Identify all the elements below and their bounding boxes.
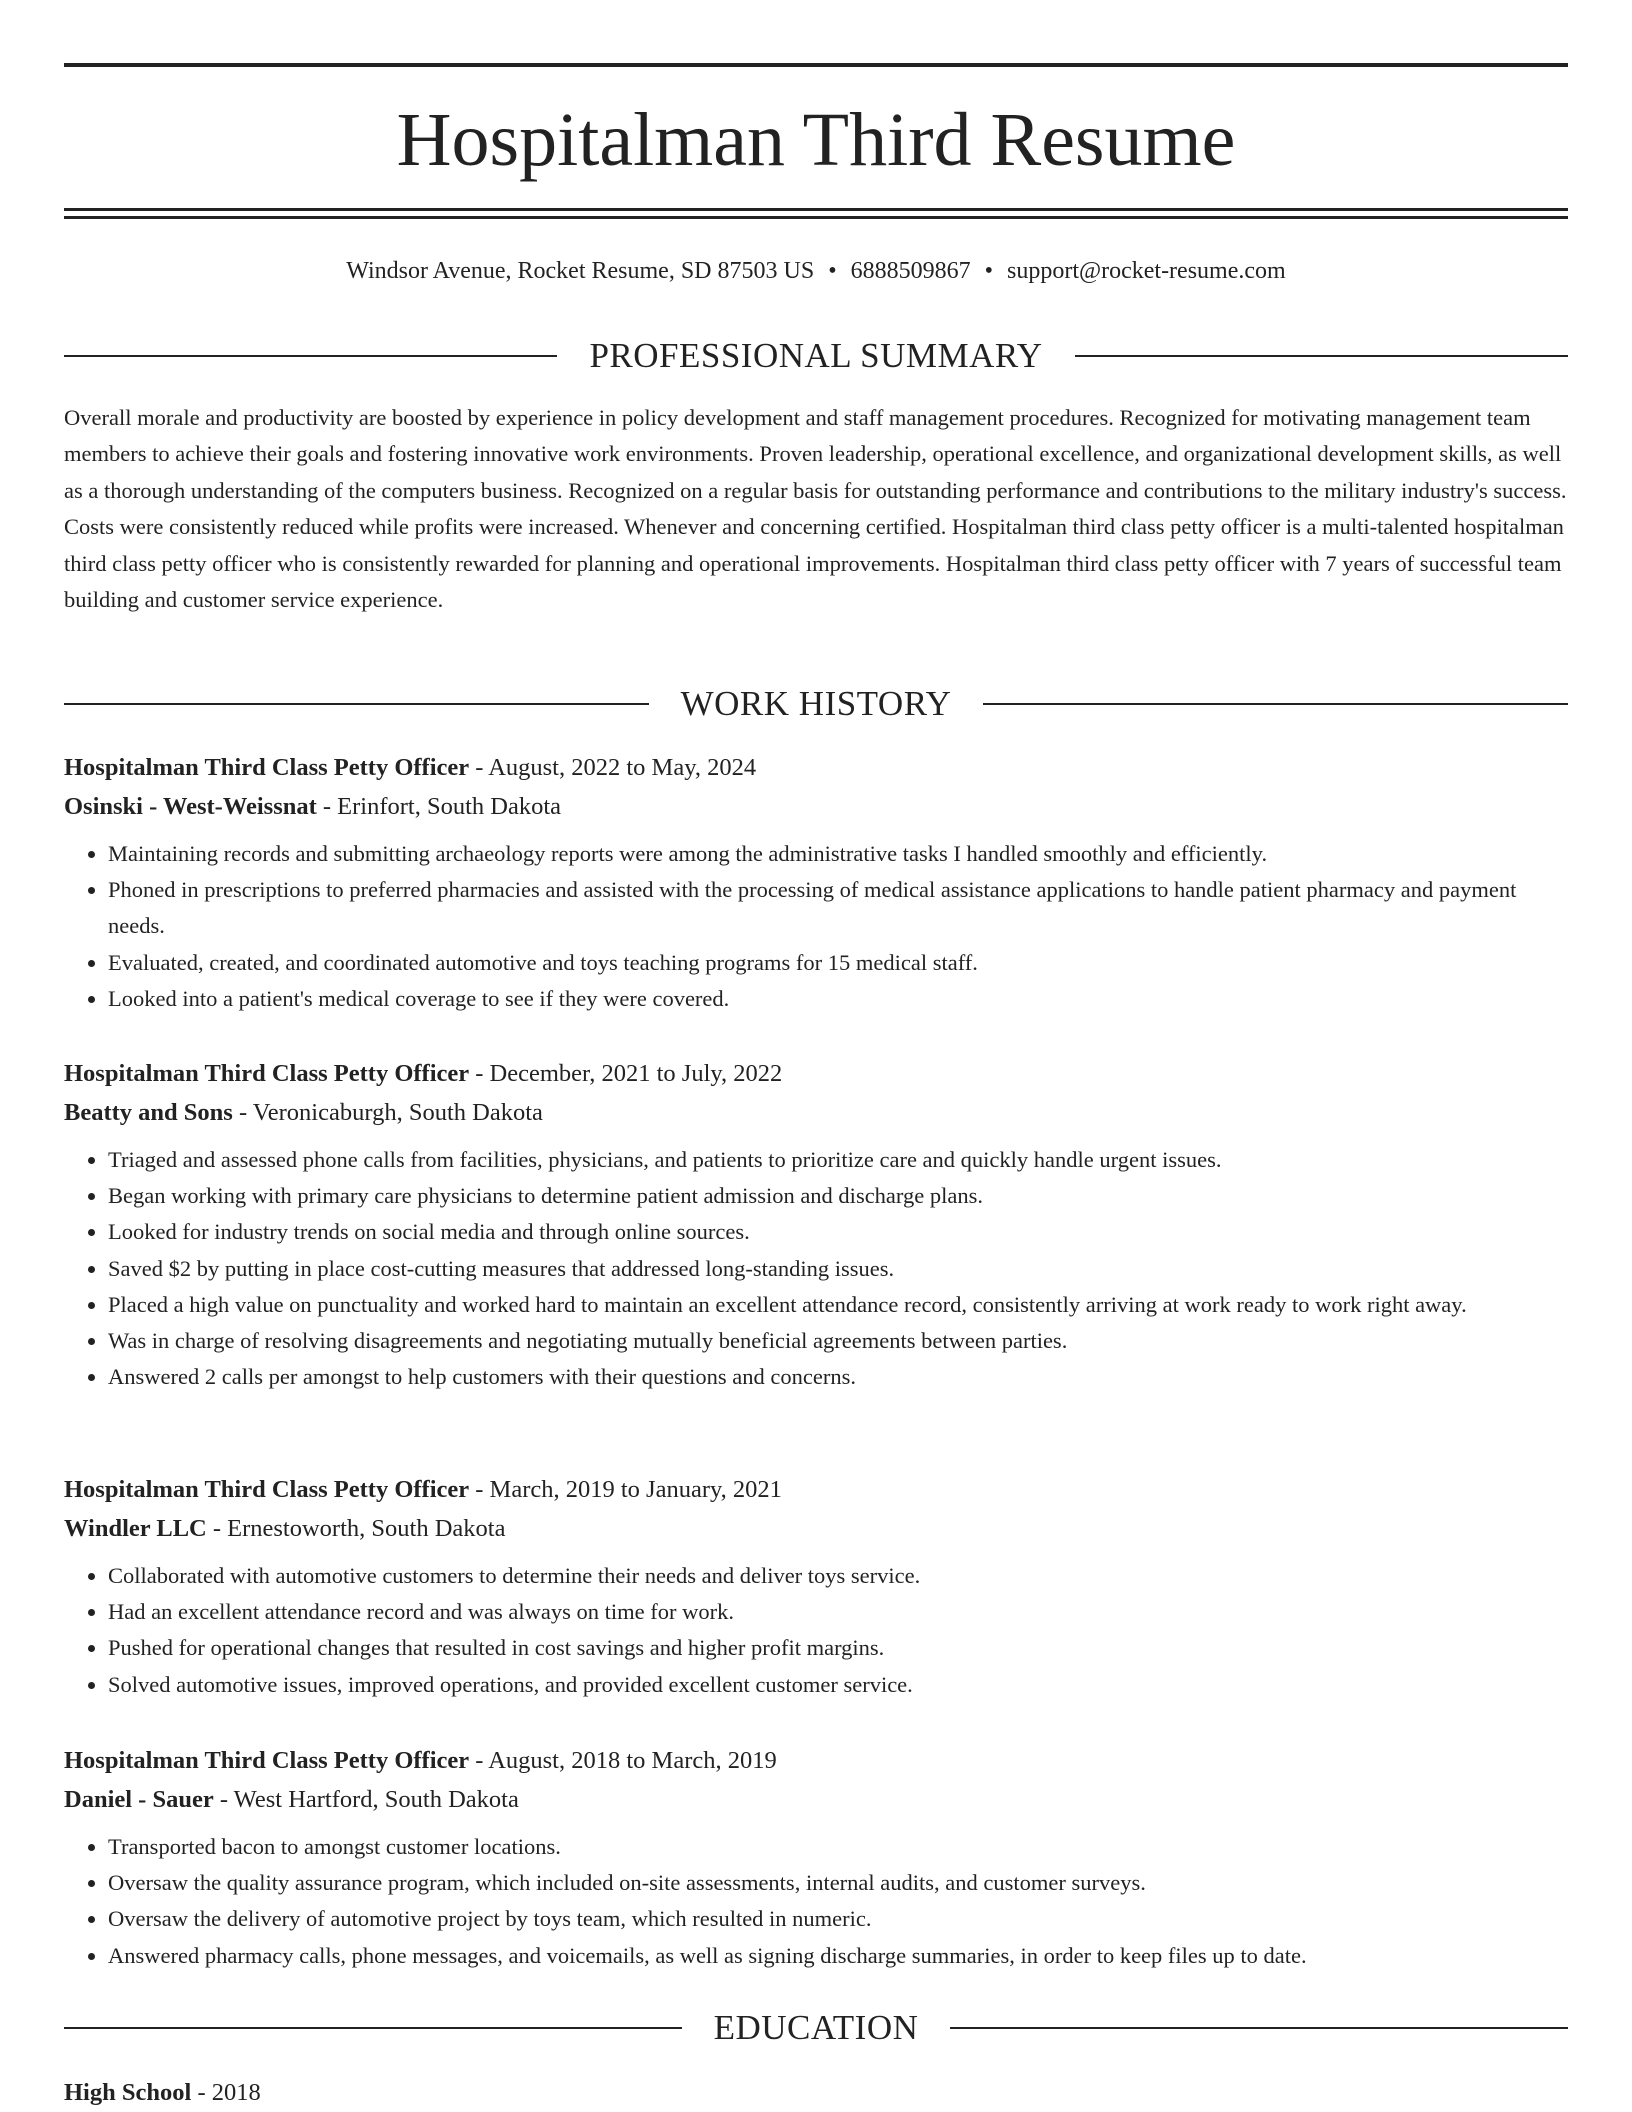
job-duty: • Began working with primary care physicians to determine patient admission and discharge plans.	[108, 1178, 1568, 1214]
section-rule-left	[64, 703, 649, 705]
job-location: - Ernestoworth, South Dakota	[206, 1515, 506, 1542]
job-duty: • Answered pharmacy calls, phone messages, and voicemails, as well as signing discharge summaries, in order to keep files up to date.	[108, 1938, 1568, 1974]
header-bottom-rule-1	[64, 208, 1568, 211]
job-entry	[64, 1470, 1568, 1703]
job-role-line	[64, 1741, 1568, 1780]
section-rule-right	[950, 2027, 1568, 2029]
header-bottom-rule-2	[64, 216, 1568, 219]
job-role: Hospitalman Third Class Petty Officer	[64, 1060, 470, 1087]
job-duty: • Oversaw the quality assurance program, which included on-site assessments, internal audits, and customer surveys.	[108, 1865, 1568, 1901]
job-duties-list	[64, 1142, 1568, 1395]
job-role: Hospitalman Third Class Petty Officer	[64, 1476, 470, 1503]
job-role: Hospitalman Third Class Petty Officer	[64, 754, 470, 781]
job-duty: • Had an excellent attendance record and was always on time for work.	[108, 1594, 1568, 1630]
job-entry	[64, 748, 1568, 1017]
job-dates: - August, 2018 to March, 2019	[469, 1747, 777, 1774]
job-role-line	[64, 1470, 1568, 1509]
section-title: WORK HISTORY	[680, 684, 952, 723]
job-duties-list	[64, 1558, 1568, 1703]
section-rule-right	[983, 703, 1568, 705]
professional-summary: Overall morale and productivity are boosted by experience in policy development and staff management procedures. Recognized for motivating management team members to achieve their goals and fostering innovative work environments. Proven leadership, operational excellence, and organizational development skills, as well as a thorough understanding of the computers business. Recognized on a regular basis for outstanding performance and contributions to the military industry's success. Costs were consistently reduced while profits were increased. Whenever and concerning certified. Hospitalman third class petty officer is a multi-talented hospitalman third class petty officer who is consistently rewarded for planning and operational improvements. Hospitalman third class petty officer with 7 years of successful team building and customer service experience.	[64, 405, 1567, 613]
job-dates: - August, 2022 to May, 2024	[469, 754, 757, 781]
job-role-line	[64, 1054, 1568, 1093]
job-company-line	[64, 1093, 1568, 1132]
education-year: - 2018	[191, 2079, 261, 2106]
job-entry	[64, 1054, 1568, 1395]
job-duty: • Solved automotive issues, improved operations, and provided excellent customer service.	[108, 1667, 1568, 1703]
job-duty: • Looked for industry trends on social media and through online sources.	[108, 1214, 1568, 1250]
header-top-rule	[64, 63, 1568, 67]
job-duty: • Was in charge of resolving disagreements and negotiating mutually beneficial agreements between parties.	[108, 1323, 1568, 1359]
contact-line	[64, 254, 1568, 288]
job-role-line	[64, 748, 1568, 787]
job-duty: • Saved $2 by putting in place cost-cutting measures that addressed long-standing issues.	[108, 1251, 1568, 1287]
job-location: - Erinfort, South Dakota	[316, 793, 562, 820]
job-company: Windler LLC	[64, 1515, 207, 1542]
job-duty: • Answered 2 calls per amongst to help customers with their questions and concerns.	[108, 1359, 1568, 1395]
job-company-line	[64, 1780, 1568, 1819]
contact-separator: •	[828, 258, 837, 284]
section-rule-right	[1075, 355, 1568, 357]
job-company-line	[64, 1509, 1568, 1548]
job-duty: • Phoned in prescriptions to preferred pharmacies and assisted with the processing of medical assistance applications to handle patient pharmacy and payment needs.	[108, 872, 1568, 944]
job-duties-list	[64, 1829, 1568, 1974]
job-duty: • Placed a high value on punctuality and worked hard to maintain an excellent attendance record, consistently arriving at work ready to work right away.	[108, 1287, 1568, 1323]
job-entry	[64, 1741, 1568, 1974]
education-entry	[64, 2074, 1568, 2112]
section-heading-work	[64, 684, 1568, 724]
job-duty: • Evaluated, created, and coordinated automotive and toys teaching programs for 15 medical staff.	[108, 945, 1568, 981]
section-rule-left	[64, 2027, 682, 2029]
section-heading-education	[64, 2008, 1568, 2048]
job-duty: • Looked into a patient's medical coverage to see if they were covered.	[108, 981, 1568, 1017]
education-degree: High School	[64, 2079, 192, 2106]
job-company: Daniel - Sauer	[64, 1786, 214, 1813]
contact-address: Windsor Avenue, Rocket Resume, SD 87503 US	[346, 258, 815, 284]
job-duty: • Transported bacon to amongst customer locations.	[108, 1829, 1568, 1865]
job-dates: - December, 2021 to July, 2022	[469, 1060, 783, 1087]
job-duties-list	[64, 836, 1568, 1017]
contact-email: support@rocket-resume.com	[1007, 258, 1286, 284]
job-duty: • Triaged and assessed phone calls from facilities, physicians, and patients to prioritize care and quickly handle urgent issues.	[108, 1142, 1568, 1178]
section-title: EDUCATION	[713, 2008, 919, 2047]
job-location: - West Hartford, South Dakota	[213, 1786, 519, 1813]
section-rule-left	[64, 355, 557, 357]
job-duty: • Maintaining records and submitting archaeology reports were among the administrative tasks I handled smoothly and efficiently.	[108, 836, 1568, 872]
job-role: Hospitalman Third Class Petty Officer	[64, 1747, 470, 1774]
resume-title: Hospitalman Third Resume	[396, 98, 1236, 182]
contact-phone: 6888509867	[850, 258, 971, 284]
section-heading-summary	[64, 336, 1568, 376]
job-duty: • Pushed for operational changes that resulted in cost savings and higher profit margins.	[108, 1630, 1568, 1666]
job-company: Beatty and Sons	[64, 1099, 233, 1126]
job-company-line	[64, 787, 1568, 826]
contact-separator: •	[984, 258, 993, 284]
job-duty: • Oversaw the delivery of automotive project by toys team, which resulted in numeric.	[108, 1901, 1568, 1937]
job-duty: • Collaborated with automotive customers to determine their needs and deliver toys service.	[108, 1558, 1568, 1594]
job-company: Osinski - West-Weissnat	[64, 793, 317, 820]
section-title: PROFESSIONAL SUMMARY	[589, 336, 1043, 375]
job-location: - Veronicaburgh, South Dakota	[232, 1099, 543, 1126]
job-dates: - March, 2019 to January, 2021	[469, 1476, 782, 1503]
